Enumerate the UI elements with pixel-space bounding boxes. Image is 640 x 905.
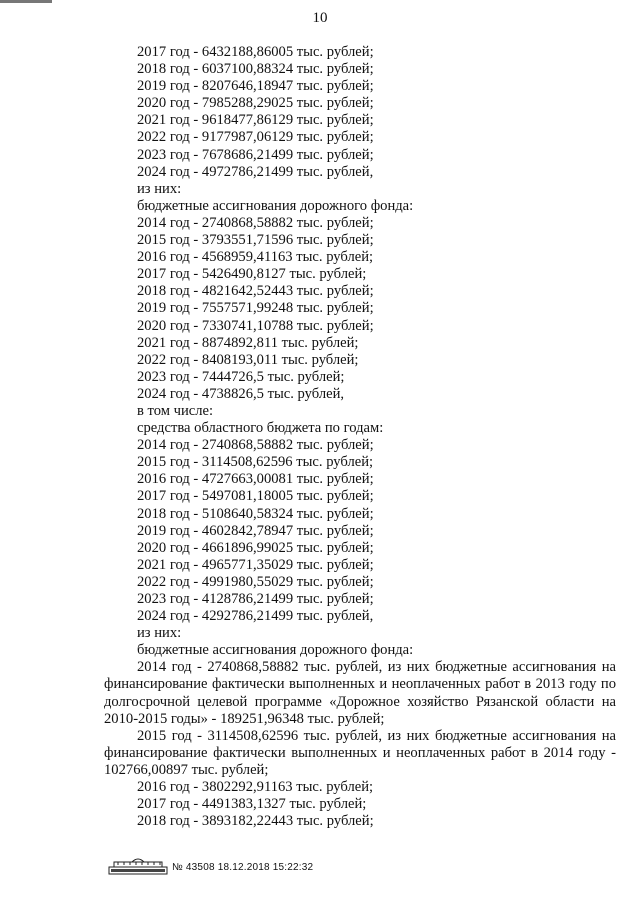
text-line: 2021 год - 8874892,811 тыс. рублей; bbox=[137, 334, 359, 351]
text-line: 2019 год - 4602842,78947 тыс. рублей; bbox=[137, 522, 374, 539]
text-line: 2017 год - 5426490,8127 тыс. рублей; bbox=[137, 266, 367, 283]
text-line: из них: bbox=[137, 180, 182, 197]
text-line: 2016 год - 4727663,00081 тыс. рублей; bbox=[137, 471, 374, 488]
text-line: 2020 год - 4661896,99025 тыс. рублей; bbox=[137, 539, 374, 556]
text-line: 2021 год - 4965771,35029 тыс. рублей; bbox=[137, 556, 374, 573]
document-registration-footer: № 43508 18.12.2018 15:22:32 bbox=[172, 862, 314, 873]
text-line: 2022 год - 8408193,011 тыс. рублей; bbox=[137, 351, 359, 368]
text-line: 2024 год - 4738826,5 тыс. рублей, bbox=[137, 385, 345, 402]
paragraph-2014: 2014 год - 2740868,58882 тыс. рублей, из них бюджетные ассигнования на финансирование фактически выполненных и неоплаченных работ в 2013 году по долгосрочной целевой программе «Дорожное хозяйство Рязанской области на 2010-2015 годы» - 189251,96348 тыс. рублей; bbox=[104, 659, 616, 727]
text-line: 2015 год - 3793551,71596 тыс. рублей; bbox=[137, 232, 374, 249]
text-line: 2024 год - 4292786,21499 тыс. рублей, bbox=[137, 608, 374, 625]
text-line: 2016 год - 4568959,41163 тыс. рублей; bbox=[137, 249, 374, 266]
text-line: 2020 год - 7985288,29025 тыс. рублей; bbox=[137, 95, 374, 112]
text-line: 2023 год - 7444726,5 тыс. рублей; bbox=[137, 368, 345, 385]
text-line: 2023 год - 4128786,21499 тыс. рублей; bbox=[137, 591, 374, 607]
text-line: 2018 год - 4821642,52443 тыс. рублей; bbox=[137, 283, 374, 300]
text-line: 2017 год - 5497081,18005 тыс. рублей; bbox=[137, 488, 374, 505]
text-line: средства областного бюджета по годам: bbox=[137, 420, 384, 437]
text-line: 2017 год - 6432188,86005 тыс. рублей; bbox=[137, 44, 374, 60]
text-line: 2022 год - 9177987,06129 тыс. рублей; bbox=[137, 129, 374, 146]
registry-stamp-icon bbox=[108, 855, 168, 875]
text-line: бюджетные ассигнования дорожного фонда: bbox=[137, 642, 414, 659]
text-line: 2014 год - 2740868,58882 тыс. рублей; bbox=[137, 214, 374, 231]
document-body bbox=[104, 44, 616, 830]
text-line: в том числе: bbox=[137, 402, 214, 419]
text-line: 2018 год - 6037100,88324 тыс. рублей; bbox=[137, 61, 374, 78]
page-number: 10 bbox=[312, 10, 328, 26]
text-line: 2018 год - 3893182,22443 тыс. рублей; bbox=[137, 813, 374, 830]
text-line: 2015 год - 3114508,62596 тыс. рублей; bbox=[137, 454, 374, 471]
text-line: 2016 год - 3802292,91163 тыс. рублей; bbox=[137, 779, 374, 796]
paragraph-2015: 2015 год - 3114508,62596 тыс. рублей, из них бюджетные ассигнования на финансирование фактически выполненных и неоплаченных работ в 2014 году - 102766,00897 тыс. рублей; bbox=[104, 727, 616, 778]
text-line: 2021 год - 9618477,86129 тыс. рублей; bbox=[137, 112, 374, 129]
text-line: 2023 год - 7678686,21499 тыс. рублей; bbox=[137, 146, 374, 163]
text-line: 2024 год - 4972786,21499 тыс. рублей, bbox=[137, 163, 374, 180]
text-line: 2017 год - 4491383,1327 тыс. рублей; bbox=[137, 796, 367, 813]
text-line: 2019 год - 8207646,18947 тыс. рублей; bbox=[137, 78, 374, 95]
text-line: бюджетные ассигнования дорожного фонда: bbox=[137, 197, 414, 214]
text-line: из них: bbox=[137, 625, 182, 642]
text-line: 2022 год - 4991980,55029 тыс. рублей; bbox=[137, 573, 374, 590]
text-line: 2020 год - 7330741,10788 тыс. рублей; bbox=[137, 317, 374, 334]
text-line: 2014 год - 2740868,58882 тыс. рублей; bbox=[137, 437, 374, 454]
scan-edge-mark bbox=[0, 0, 52, 3]
text-line: 2019 год - 7557571,99248 тыс. рублей; bbox=[137, 300, 374, 317]
text-line: 2018 год - 5108640,58324 тыс. рублей; bbox=[137, 505, 374, 522]
